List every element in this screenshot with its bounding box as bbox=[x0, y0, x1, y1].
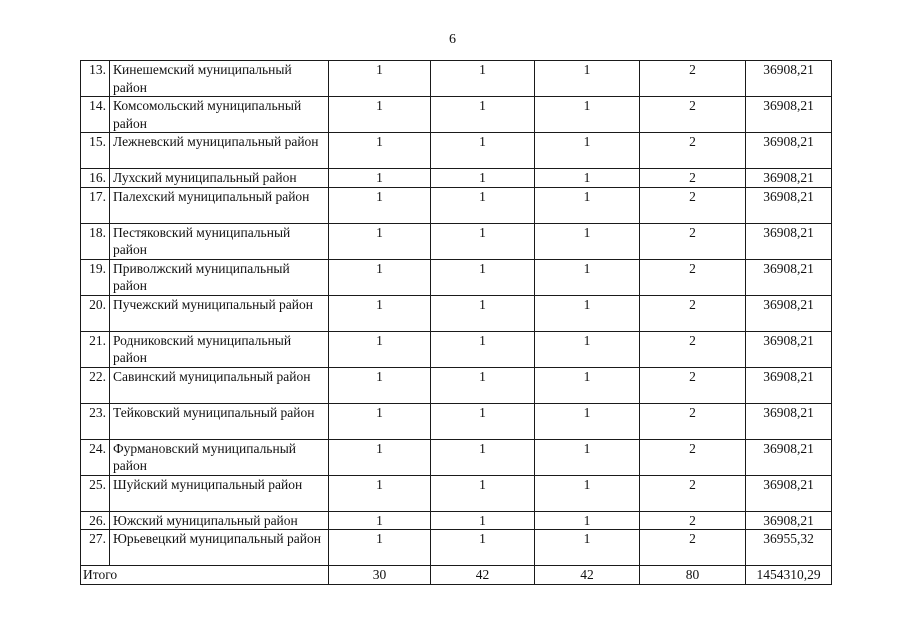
total-col-1: 30 bbox=[329, 566, 431, 585]
row-number: 14. bbox=[81, 97, 110, 133]
table-row bbox=[81, 223, 832, 259]
value-col-3: 1 bbox=[535, 403, 640, 439]
value-col-4: 2 bbox=[640, 367, 746, 403]
table-row bbox=[81, 187, 832, 223]
district-name: Палехский муниципальный район bbox=[110, 187, 329, 223]
total-col-4: 80 bbox=[640, 566, 746, 585]
district-name: Тейковский муниципальный район bbox=[110, 403, 329, 439]
value-col-1: 1 bbox=[329, 530, 431, 566]
value-col-3: 1 bbox=[535, 223, 640, 259]
value-col-2: 1 bbox=[431, 133, 535, 169]
amount: 36908,21 bbox=[746, 223, 832, 259]
value-col-4: 2 bbox=[640, 223, 746, 259]
total-label: Итого bbox=[81, 566, 329, 585]
value-col-4: 2 bbox=[640, 530, 746, 566]
district-name: Фурмановский муниципальный район bbox=[110, 439, 329, 475]
value-col-2: 1 bbox=[431, 367, 535, 403]
row-number: 22. bbox=[81, 367, 110, 403]
value-col-4: 2 bbox=[640, 295, 746, 331]
row-number: 21. bbox=[81, 331, 110, 367]
row-number: 19. bbox=[81, 259, 110, 295]
value-col-3: 1 bbox=[535, 475, 640, 511]
value-col-3: 1 bbox=[535, 61, 640, 97]
district-name: Приволжский муниципальный район bbox=[110, 259, 329, 295]
table-row bbox=[81, 511, 832, 530]
value-col-4: 2 bbox=[640, 511, 746, 530]
table-row bbox=[81, 259, 832, 295]
amount: 36908,21 bbox=[746, 403, 832, 439]
amount: 36908,21 bbox=[746, 439, 832, 475]
value-col-1: 1 bbox=[329, 187, 431, 223]
district-table bbox=[80, 60, 832, 585]
value-col-4: 2 bbox=[640, 439, 746, 475]
value-col-2: 1 bbox=[431, 187, 535, 223]
amount: 36908,21 bbox=[746, 259, 832, 295]
table-row bbox=[81, 61, 832, 97]
row-number: 27. bbox=[81, 530, 110, 566]
value-col-3: 1 bbox=[535, 259, 640, 295]
row-number: 17. bbox=[81, 187, 110, 223]
value-col-1: 1 bbox=[329, 367, 431, 403]
value-col-3: 1 bbox=[535, 169, 640, 188]
value-col-4: 2 bbox=[640, 133, 746, 169]
value-col-2: 1 bbox=[431, 61, 535, 97]
value-col-2: 1 bbox=[431, 331, 535, 367]
district-name: Южский муниципальный район bbox=[110, 511, 329, 530]
table-row bbox=[81, 439, 832, 475]
value-col-2: 1 bbox=[431, 169, 535, 188]
value-col-3: 1 bbox=[535, 530, 640, 566]
total-col-2: 42 bbox=[431, 566, 535, 585]
row-number: 20. bbox=[81, 295, 110, 331]
value-col-1: 1 bbox=[329, 97, 431, 133]
district-name: Комсомольский муниципальный район bbox=[110, 97, 329, 133]
value-col-2: 1 bbox=[431, 475, 535, 511]
district-name: Юрьевецкий муниципальный район bbox=[110, 530, 329, 566]
value-col-4: 2 bbox=[640, 475, 746, 511]
district-name: Савинский муниципальный район bbox=[110, 367, 329, 403]
row-number: 16. bbox=[81, 169, 110, 188]
value-col-2: 1 bbox=[431, 97, 535, 133]
value-col-1: 1 bbox=[329, 403, 431, 439]
value-col-1: 1 bbox=[329, 475, 431, 511]
total-row bbox=[81, 566, 832, 585]
amount: 36908,21 bbox=[746, 511, 832, 530]
district-name: Кинешемский муниципальный район bbox=[110, 61, 329, 97]
row-number: 25. bbox=[81, 475, 110, 511]
value-col-1: 1 bbox=[329, 439, 431, 475]
row-number: 23. bbox=[81, 403, 110, 439]
district-name: Лухский муниципальный район bbox=[110, 169, 329, 188]
value-col-4: 2 bbox=[640, 169, 746, 188]
table-row bbox=[81, 475, 832, 511]
value-col-4: 2 bbox=[640, 97, 746, 133]
row-number: 15. bbox=[81, 133, 110, 169]
page-number: 6 bbox=[449, 32, 456, 47]
table-row bbox=[81, 331, 832, 367]
value-col-4: 2 bbox=[640, 403, 746, 439]
amount: 36908,21 bbox=[746, 331, 832, 367]
value-col-2: 1 bbox=[431, 439, 535, 475]
value-col-3: 1 bbox=[535, 331, 640, 367]
value-col-1: 1 bbox=[329, 61, 431, 97]
value-col-4: 2 bbox=[640, 61, 746, 97]
row-number: 18. bbox=[81, 223, 110, 259]
value-col-3: 1 bbox=[535, 97, 640, 133]
value-col-3: 1 bbox=[535, 511, 640, 530]
table-row bbox=[81, 97, 832, 133]
value-col-3: 1 bbox=[535, 295, 640, 331]
table-row bbox=[81, 403, 832, 439]
value-col-3: 1 bbox=[535, 367, 640, 403]
amount: 36908,21 bbox=[746, 133, 832, 169]
total-amount: 1454310,29 bbox=[746, 566, 832, 585]
value-col-3: 1 bbox=[535, 187, 640, 223]
value-col-1: 1 bbox=[329, 295, 431, 331]
district-name: Пестяковский муниципальный район bbox=[110, 223, 329, 259]
value-col-4: 2 bbox=[640, 187, 746, 223]
row-number: 13. bbox=[81, 61, 110, 97]
value-col-3: 1 bbox=[535, 439, 640, 475]
value-col-1: 1 bbox=[329, 133, 431, 169]
value-col-3: 1 bbox=[535, 133, 640, 169]
value-col-1: 1 bbox=[329, 223, 431, 259]
district-name: Лежневский муниципальный район bbox=[110, 133, 329, 169]
table-row bbox=[81, 367, 832, 403]
amount: 36908,21 bbox=[746, 187, 832, 223]
value-col-4: 2 bbox=[640, 259, 746, 295]
district-name: Пучежский муниципальный район bbox=[110, 295, 329, 331]
value-col-1: 1 bbox=[329, 511, 431, 530]
district-name: Родниковский муниципальный район bbox=[110, 331, 329, 367]
amount: 36908,21 bbox=[746, 295, 832, 331]
table-body bbox=[81, 61, 832, 585]
table-row bbox=[81, 530, 832, 566]
amount: 36908,21 bbox=[746, 169, 832, 188]
value-col-1: 1 bbox=[329, 169, 431, 188]
row-number: 26. bbox=[81, 511, 110, 530]
table-row bbox=[81, 133, 832, 169]
table-row bbox=[81, 169, 832, 188]
amount: 36955,32 bbox=[746, 530, 832, 566]
value-col-4: 2 bbox=[640, 331, 746, 367]
district-name: Шуйский муниципальный район bbox=[110, 475, 329, 511]
amount: 36908,21 bbox=[746, 367, 832, 403]
amount: 36908,21 bbox=[746, 61, 832, 97]
row-number: 24. bbox=[81, 439, 110, 475]
value-col-2: 1 bbox=[431, 259, 535, 295]
table-row bbox=[81, 295, 832, 331]
value-col-2: 1 bbox=[431, 295, 535, 331]
total-col-3: 42 bbox=[535, 566, 640, 585]
value-col-2: 1 bbox=[431, 511, 535, 530]
value-col-2: 1 bbox=[431, 403, 535, 439]
value-col-1: 1 bbox=[329, 259, 431, 295]
amount: 36908,21 bbox=[746, 475, 832, 511]
value-col-2: 1 bbox=[431, 530, 535, 566]
value-col-1: 1 bbox=[329, 331, 431, 367]
amount: 36908,21 bbox=[746, 97, 832, 133]
value-col-2: 1 bbox=[431, 223, 535, 259]
